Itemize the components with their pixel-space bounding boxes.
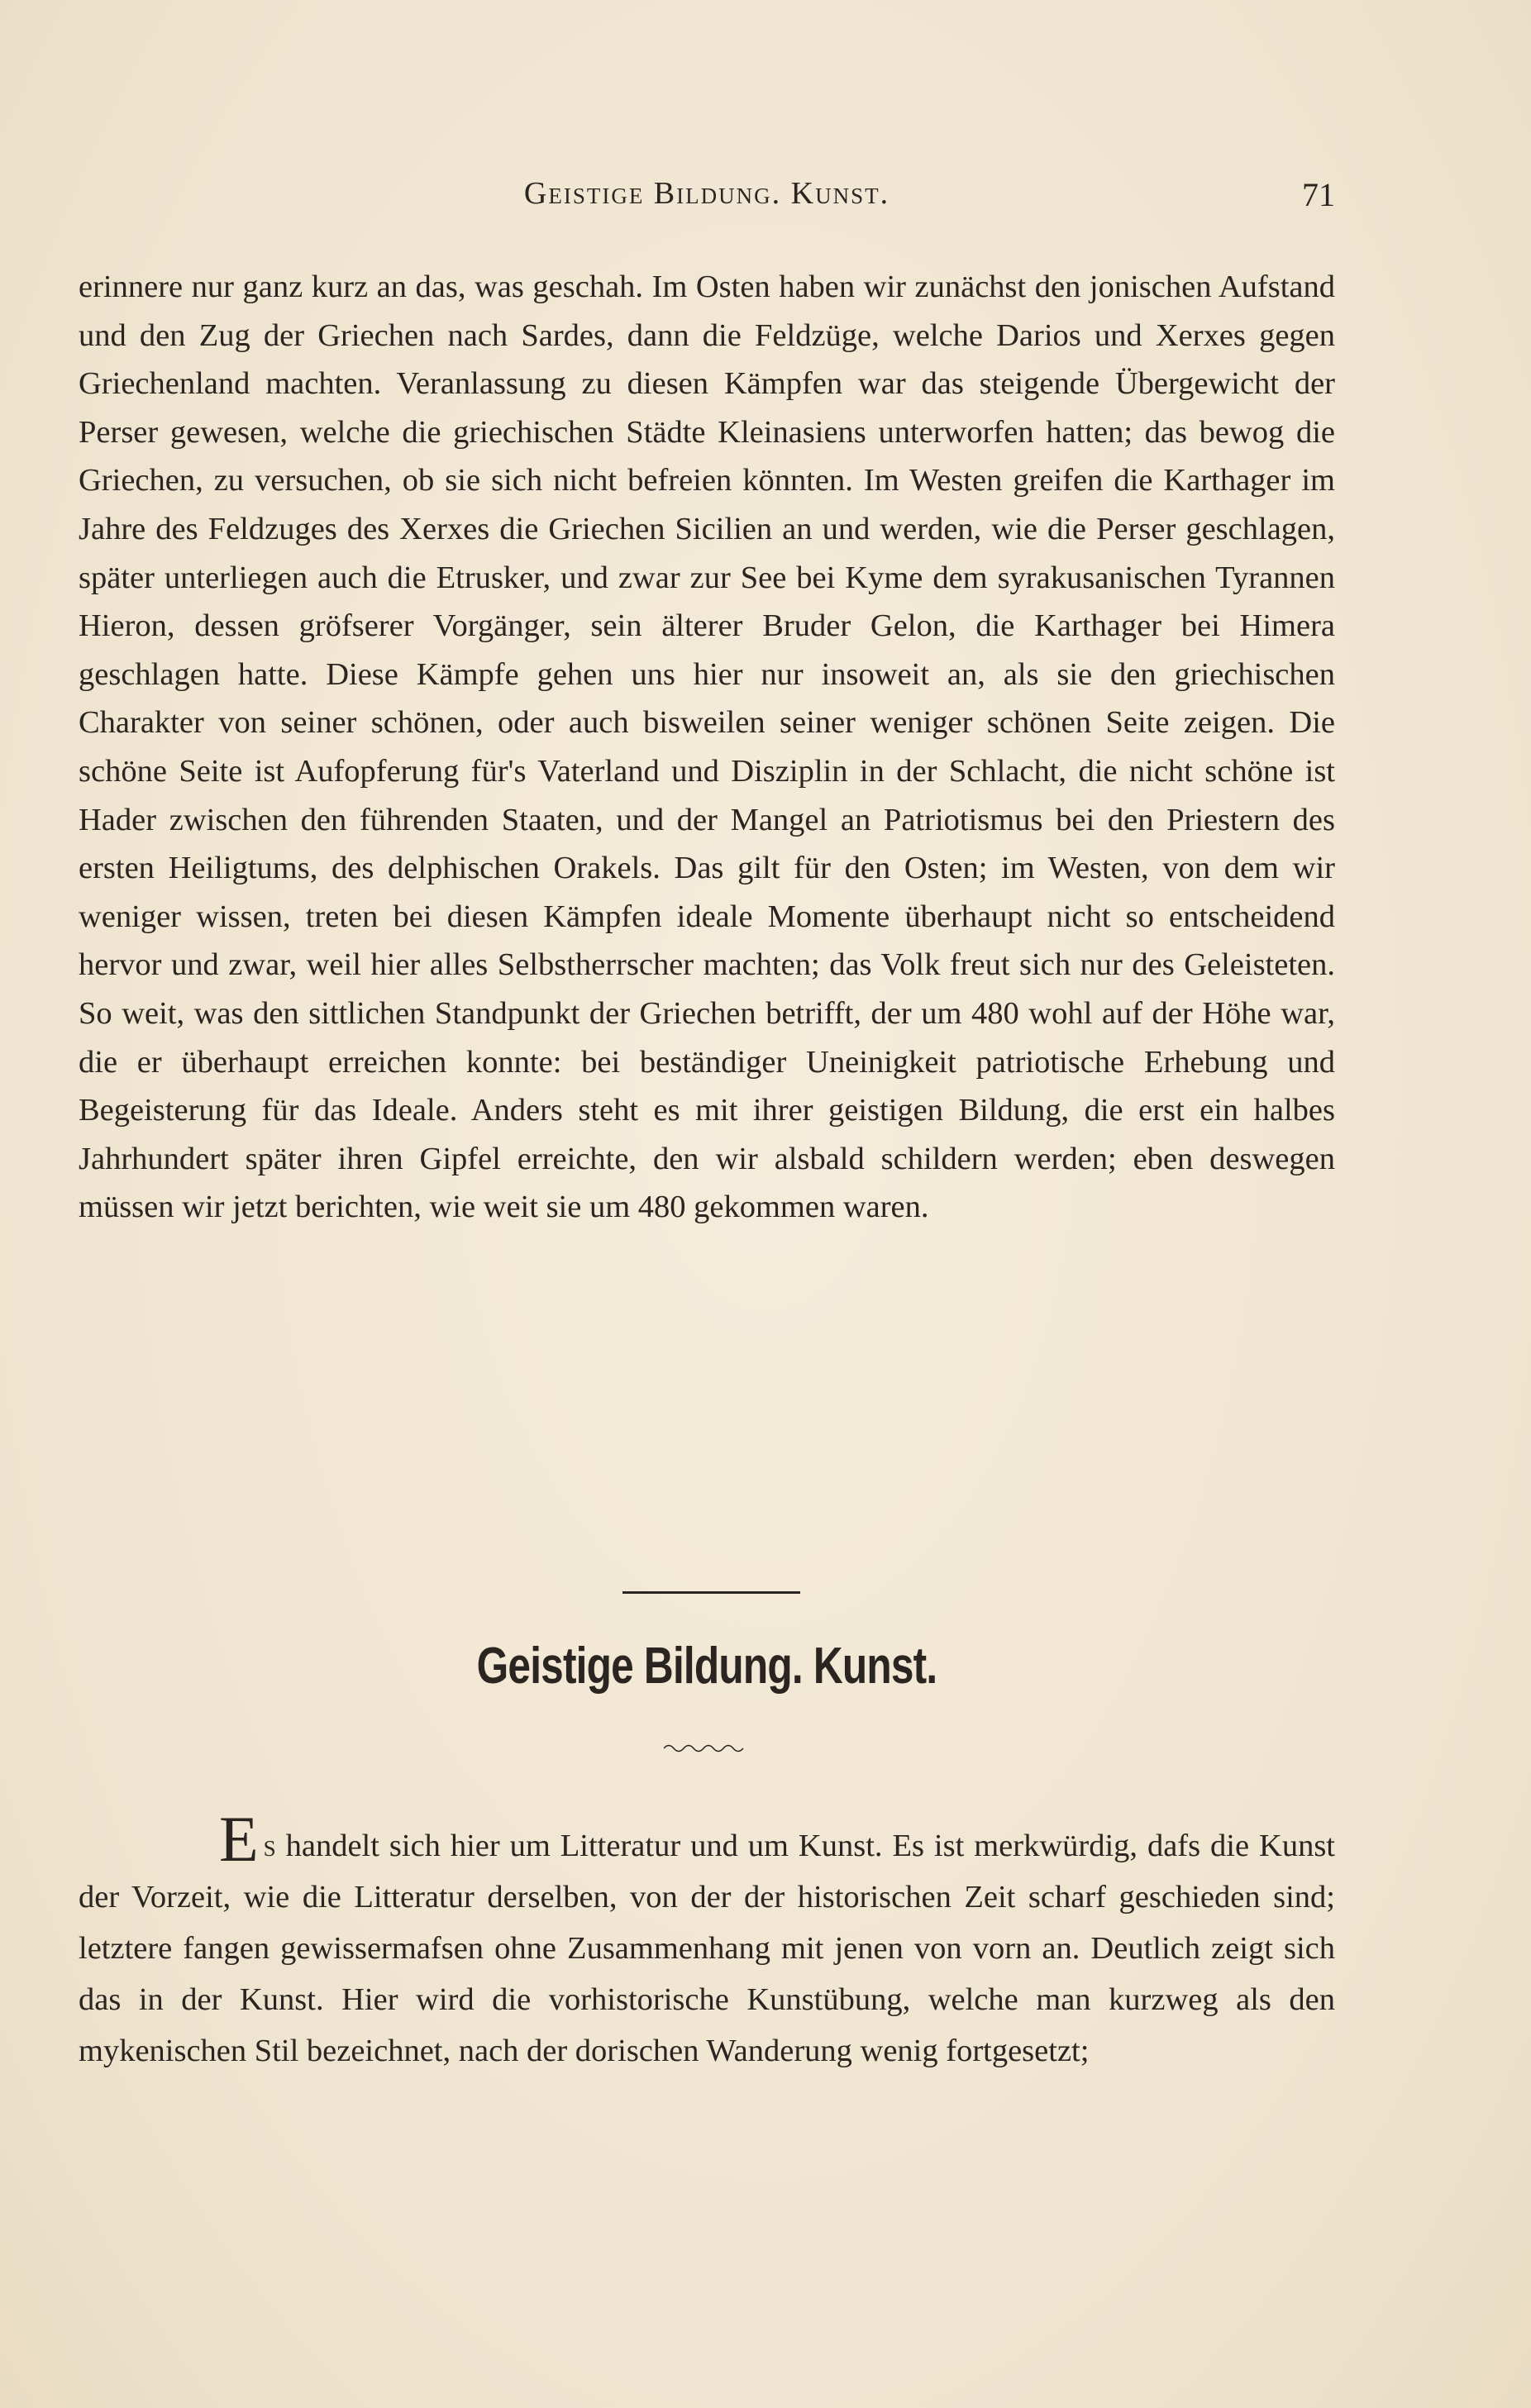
drop-cap: E [219,1803,259,1875]
section-paragraph [79,1803,1335,2077]
running-head [79,175,1335,225]
running-title: Geistige Bildung. Kunst. [523,176,890,211]
section-heading: Geistige Bildung. Kunst. [476,1638,937,1695]
drop-cap-continuation: s [263,1829,276,1863]
section-paragraph-text: handelt sich hier um Litteratur und um Kunst. Es ist merkwürdig, dafs die Kunst der Vorzeit, wie die Litteratur derselben, von der der historischen Zeit scharf geschieden sind; letztere fangen gewissermafsen ohne Zusammenhang mit jenen von vorn an. Deutlich zeigt sich das in der Kunst. Hier wird die vorhistorische Kunstübung, welche man kurzweg als den mykenischen Stil bezeichnet, nach der dorischen Wanderung wenig fortgesetzt; [79,1829,1335,2068]
section-text [79,1803,1335,2077]
body-paragraph: erinnere nur ganz kurz an das, was geschah. Im Osten haben wir zunächst den jonischen Aufstand und den Zug der Griechen nach Sardes, dann die Feldzüge, welche Darios und Xerxes gegen Griechenland machten. Veranlassung zu diesen Kämpfen war das steigende Übergewicht der Perser gewesen, welche die griechischen Städte Kleinasiens unterworfen hatten; das bewog die Griechen, zu versuchen, ob sie sich nicht befreien könnten. Im Westen greifen die Karthager im Jahre des Feldzuges des Xerxes die Griechen Sicilien an und werden, wie die Perser geschlagen, später unterliegen auch die Etrusker, und zwar zur See bei Kyme dem syrakusanischen Tyrannen Hieron, dessen gröfserer Vorgänger, sein älterer Bruder Gelon, die Karthager bei Himera geschlagen hatte. Diese Kämpfe gehen uns hier nur insoweit an, als sie den griechischen Charakter von seiner schönen, oder auch bisweilen seiner weniger schönen Seite zeigen. Die schöne Seite ist Aufopferung für's Vaterland und Disziplin in der Schlacht, die nicht schöne ist Hader zwischen den führenden Staaten, und der Mangel an Patriotismus bei den Priestern des ersten Heiligtums, des delphischen Orakels. Das gilt für den Osten; im Westen, von dem wir weniger wissen, treten bei diesen Kämpfen ideale Momente überhaupt nicht so entscheidend hervor und zwar, weil hier alles Selbstherrscher machten; das Volk freut sich nur des Geleisteten. So weit, was den sittlichen Standpunkt der Griechen betrifft, der um 480 wohl auf der Höhe war, die er überhaupt erreichen konnte: bei beständiger Uneinigkeit patriotische Erhebung und Begeisterung für das Ideale. Anders steht es mit ihrer geistigen Bildung, die erst ein halbes Jahrhundert später ihren Gipfel erreichte, den wir alsbald schildern werden; eben deswegen müssen wir jetzt berichten, wie weit sie um 480 gekommen waren. [79,269,1335,1225]
wavy-ornament-icon [664,1743,746,1754]
section-divider-rule [622,1591,800,1594]
page-number: 71 [1302,176,1335,213]
body-text [79,263,1335,1232]
